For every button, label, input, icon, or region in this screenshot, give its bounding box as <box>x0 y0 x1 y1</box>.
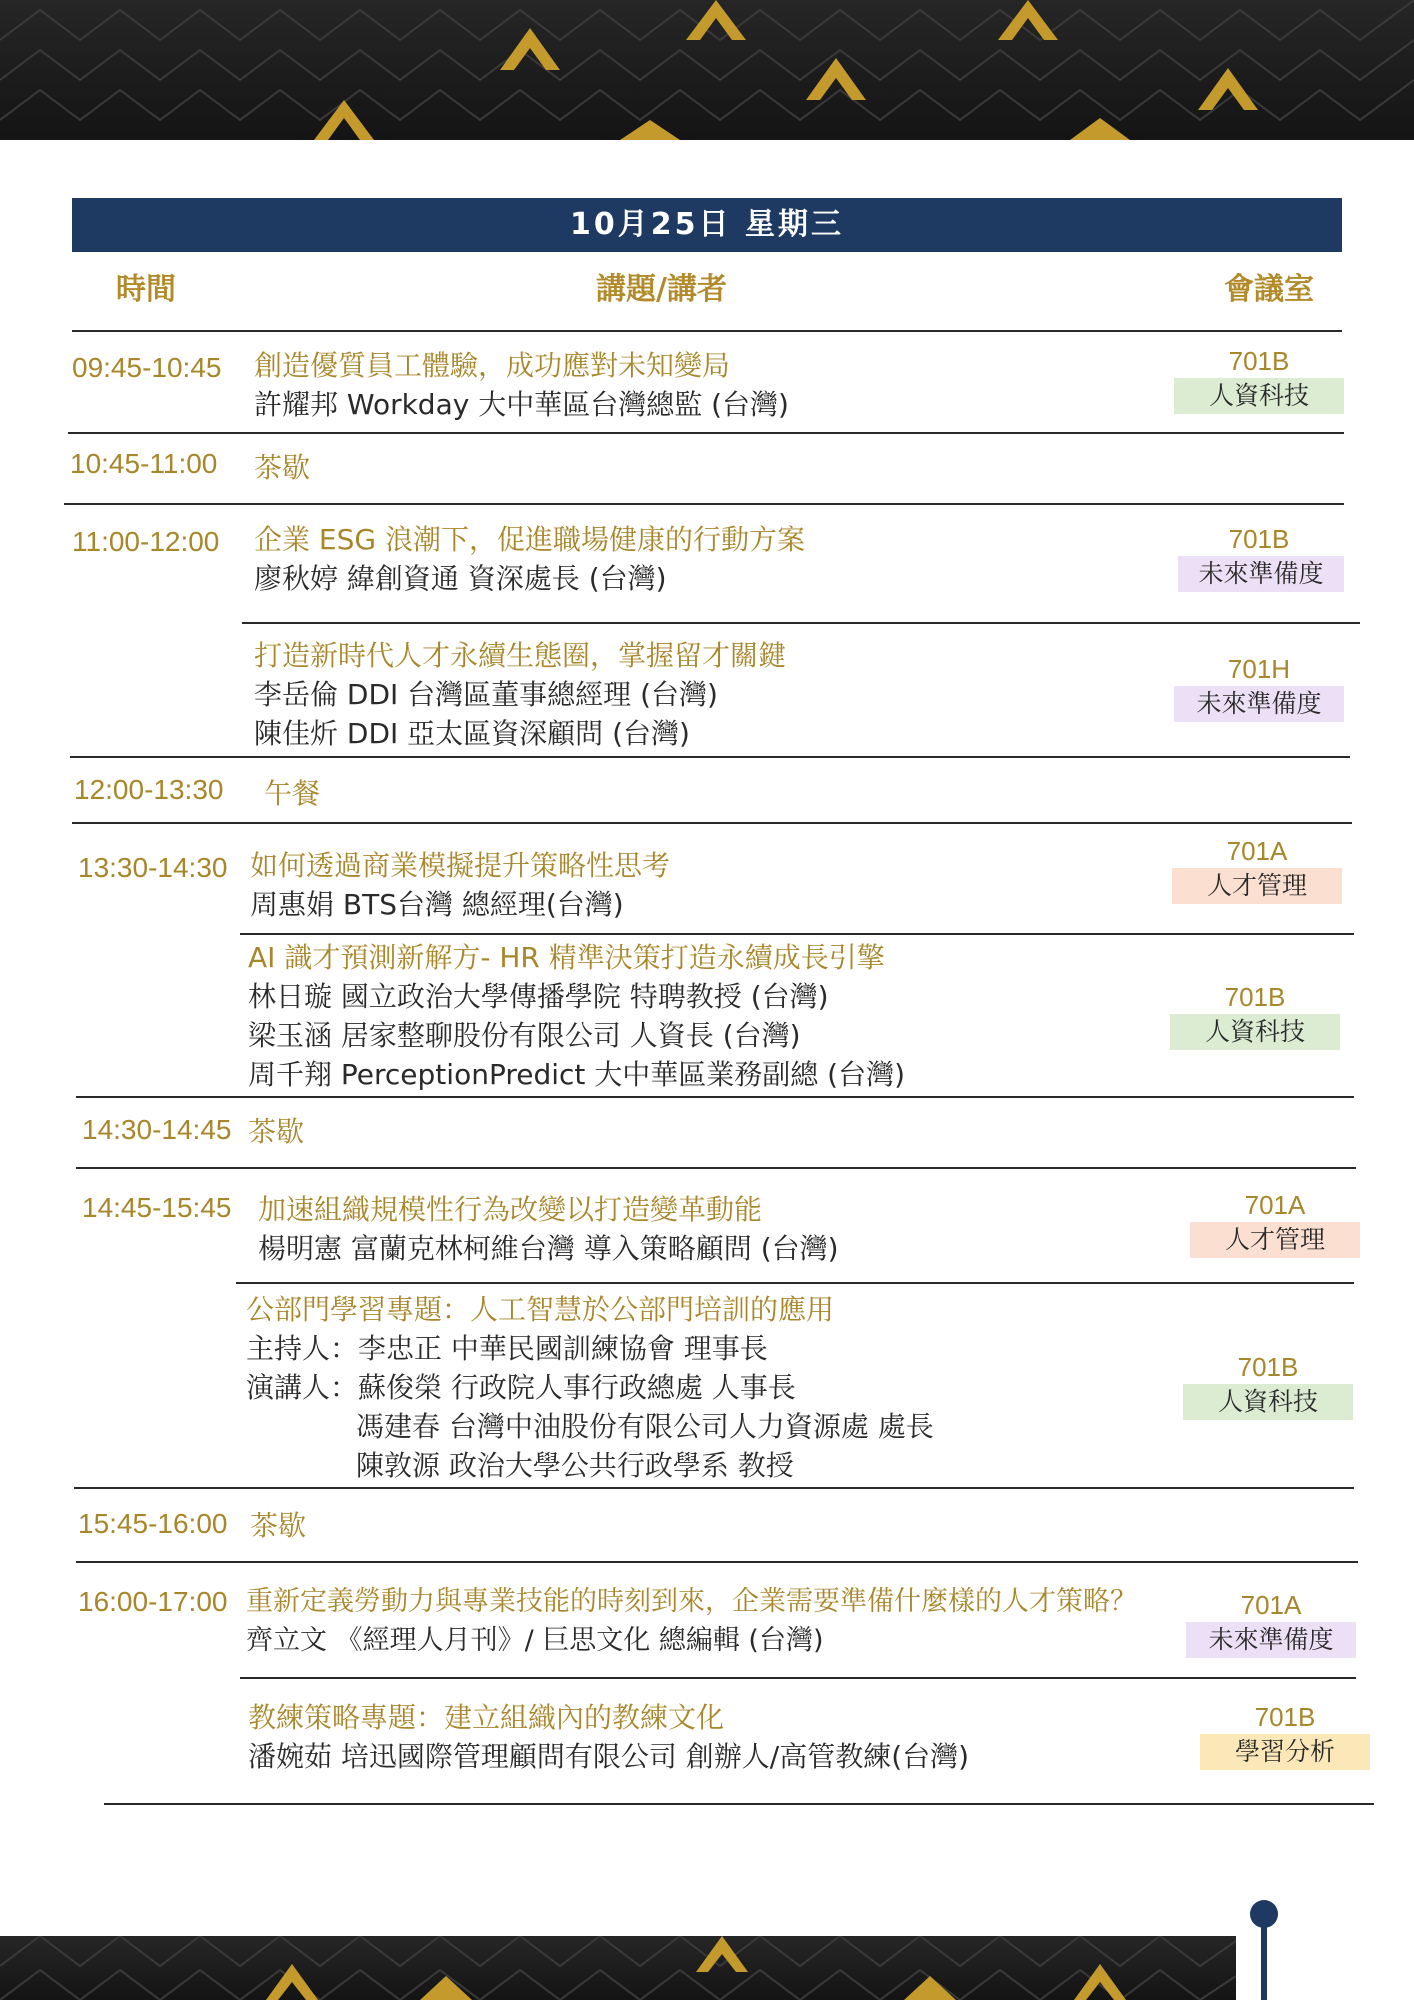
session-time: 09:45-10:45 <box>72 352 222 383</box>
session-time: 13:30-14:30 <box>78 852 228 883</box>
room-number: 701B <box>1237 1352 1299 1382</box>
session-title: AI 識才預測新解方- HR 精準決策打造永續成長引擎 <box>248 941 885 974</box>
bottom-decorative-banner <box>0 1936 1236 2000</box>
session-time: 14:30-14:45 <box>82 1114 232 1145</box>
room-info <box>1183 1350 1353 1420</box>
session-content <box>248 938 905 1094</box>
divider <box>68 432 1344 434</box>
room-info <box>1174 652 1344 722</box>
chevron-pattern-icon <box>0 1936 1236 2000</box>
session-content <box>254 346 789 424</box>
session-content <box>246 1290 934 1485</box>
session-time: 16:00-17:00 <box>78 1586 228 1617</box>
break-label: 茶歇 <box>254 451 311 484</box>
track-tag: 人資科技 <box>1170 1014 1340 1050</box>
session-title: 公部門學習專題：人工智慧於公部門培訓的應用 <box>246 1293 835 1326</box>
date-header: 10月25日 星期三 <box>72 198 1342 252</box>
session-title: 創造優質員工體驗，成功應對未知變局 <box>254 349 731 382</box>
session-speaker: 演講人：蘇俊榮 行政院人事行政總處 人事長 <box>246 1371 796 1404</box>
break-label: 茶歇 <box>248 1115 305 1148</box>
break-content <box>250 1506 306 1545</box>
divider <box>240 1677 1356 1679</box>
pin-dot <box>1250 1900 1278 1928</box>
session-title: 重新定義勞動力與專業技能的時刻到來，企業需要準備什麼樣的人才策略？ <box>246 1586 1137 1617</box>
divider <box>74 1487 1354 1489</box>
session-speaker: 潘婉茹 培迅國際管理顧問有限公司 創辦人/高管教練(台灣) <box>248 1740 970 1773</box>
session-content <box>258 1190 839 1268</box>
session-speaker: 齊立文 《經理人月刊》/ 巨思文化 總編輯 (台灣) <box>246 1625 824 1656</box>
session-speaker: 李岳倫 DDI 台灣區董事總經理 (台灣) <box>254 678 718 711</box>
session-time: 10:45-11:00 <box>70 448 218 479</box>
break-content <box>254 448 310 487</box>
break-label: 午餐 <box>264 777 321 810</box>
session-content <box>254 520 805 598</box>
session-time: 12:00-13:30 <box>74 774 224 805</box>
divider <box>72 822 1352 824</box>
room-info <box>1190 1188 1360 1258</box>
session-content <box>254 636 786 753</box>
room-number: 701A <box>1226 836 1288 866</box>
divider <box>76 1561 1358 1563</box>
break-content <box>248 1112 304 1151</box>
room-info <box>1174 344 1344 414</box>
session-time: 15:45-16:00 <box>78 1508 228 1539</box>
topic-column-header: 講題/講者 <box>596 272 727 307</box>
divider <box>76 1167 1356 1169</box>
session-title: 企業 ESG 浪潮下，促進職場健康的行動方案 <box>254 523 805 556</box>
divider <box>104 1803 1374 1805</box>
session-speaker: 許耀邦 Workday 大中華區台灣總監 (台灣) <box>254 388 789 421</box>
room-number: 701A <box>1244 1190 1306 1220</box>
time-column-header: 時間 <box>116 272 176 307</box>
room-info <box>1172 834 1342 904</box>
divider <box>236 1282 1354 1284</box>
session-speaker: 楊明憲 富蘭克林柯維台灣 導入策略顧問 (台灣) <box>258 1232 839 1265</box>
room-info <box>1200 1700 1370 1770</box>
divider <box>72 330 1342 332</box>
room-info <box>1170 980 1340 1050</box>
break-content <box>264 774 320 813</box>
session-title: 教練策略專題：建立組織內的教練文化 <box>248 1701 725 1734</box>
session-content <box>248 1698 969 1776</box>
track-tag: 人才管理 <box>1190 1222 1360 1258</box>
divider <box>242 622 1360 624</box>
top-decorative-banner <box>0 0 1414 140</box>
session-speaker: 林日璇 國立政治大學傳播學院 特聘教授 (台灣) <box>248 980 829 1013</box>
session-speaker: 主持人：李忠正 中華民國訓練協會 理事長 <box>246 1332 768 1365</box>
track-tag: 未來準備度 <box>1186 1622 1356 1658</box>
session-title: 加速組織規模性行為改變以打造變革動能 <box>258 1193 763 1226</box>
divider <box>70 756 1350 758</box>
track-tag: 人才管理 <box>1172 868 1342 904</box>
session-speaker: 陳佳炘 DDI 亞太區資深顧問 (台灣) <box>254 717 690 750</box>
room-number: 701B <box>1228 346 1290 376</box>
session-speaker: 馮建春 台灣中油股份有限公司人力資源處 處長 <box>356 1410 934 1443</box>
track-tag: 學習分析 <box>1200 1734 1370 1770</box>
session-time: 14:45-15:45 <box>82 1192 232 1223</box>
session-speaker: 周千翔 PerceptionPredict 大中華區業務副總 (台灣) <box>248 1058 906 1091</box>
session-speaker: 梁玉涵 居家整聊股份有限公司 人資長 (台灣) <box>248 1019 801 1052</box>
room-number: 701B <box>1254 1702 1316 1732</box>
track-tag: 人資科技 <box>1183 1384 1353 1420</box>
room-number: 701B <box>1228 524 1290 554</box>
session-content <box>246 1582 1137 1660</box>
session-time: 11:00-12:00 <box>72 526 220 557</box>
room-info <box>1186 1588 1356 1658</box>
chevron-pattern-icon <box>0 0 1414 140</box>
session-title: 打造新時代人才永續生態圈，掌握留才關鍵 <box>254 639 787 672</box>
session-title: 如何透過商業模擬提升策略性思考 <box>250 849 671 882</box>
divider <box>76 1096 1354 1098</box>
divider <box>240 933 1354 935</box>
room-number: 701H <box>1227 654 1291 684</box>
room-info <box>1174 522 1344 592</box>
track-tag: 未來準備度 <box>1178 556 1344 592</box>
break-label: 茶歇 <box>250 1509 307 1542</box>
room-number: 701B <box>1224 982 1286 1012</box>
room-column-header: 會議室 <box>1224 272 1314 307</box>
session-speaker: 廖秋婷 緯創資通 資深處長 (台灣) <box>254 562 667 595</box>
session-speaker: 陳敦源 政治大學公共行政學系 教授 <box>356 1449 794 1482</box>
track-tag: 人資科技 <box>1174 378 1344 414</box>
divider <box>64 503 1344 505</box>
track-tag: 未來準備度 <box>1174 686 1344 722</box>
room-number: 701A <box>1240 1590 1302 1620</box>
session-content <box>250 846 670 924</box>
session-speaker: 周惠娟 BTS台灣 總經理(台灣) <box>250 888 624 921</box>
